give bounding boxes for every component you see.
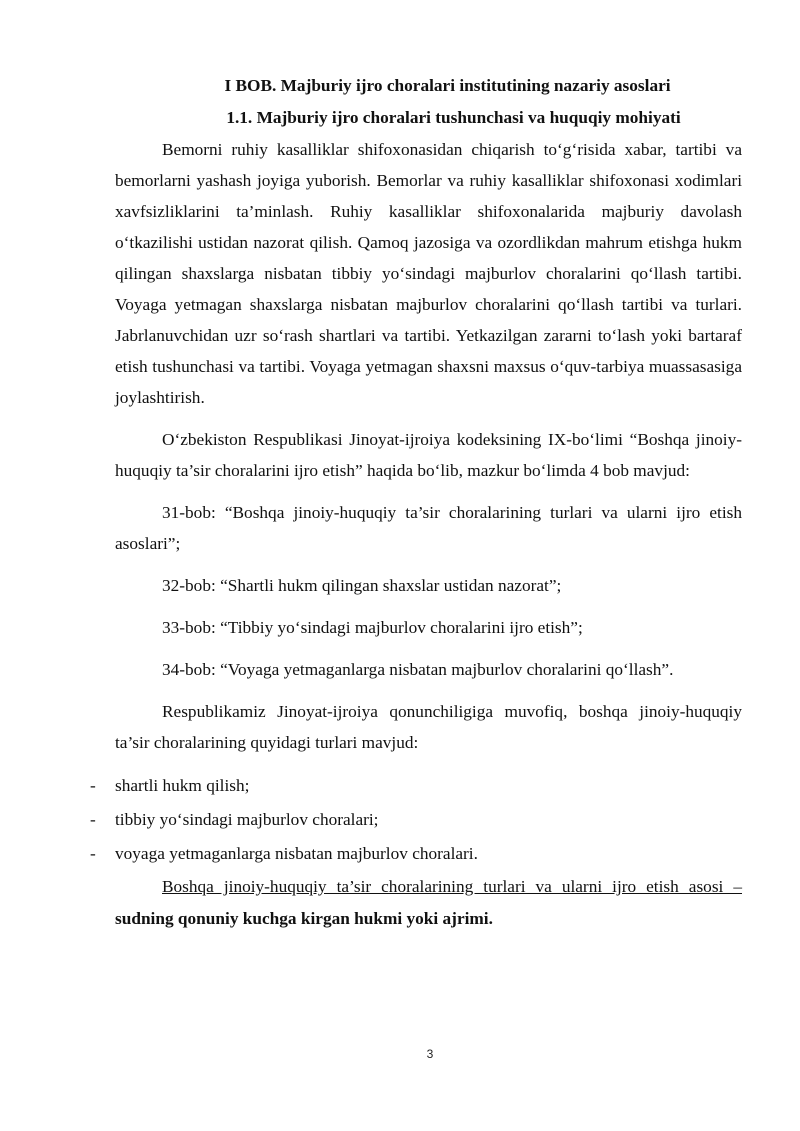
list-item-text: shartli hukm qilish; [115,776,250,795]
paragraph-measures-intro: Respublikamiz Jinoyat-ijroiya qonunchiligiga muvofiq, boshqa jinoiy-huquqiy ta’sir choralarining quyidagi turlari mavjud: [115,702,742,752]
list-dash: - [90,810,96,829]
list-dash: - [90,844,96,863]
document-page [90,70,742,935]
list-item [90,803,742,837]
measures-list [90,769,742,871]
chapter-title: I BOB. Majburiy ijro choralari institutining nazariy asoslari [224,76,671,95]
final-underlined-text: Boshqa jinoiy-huquqiy ta’sir choralarining turlari va ularni ijro etish asosi – [162,877,742,896]
list-item-text: voyaga yetmaganlarga nisbatan majburlov choralari. [115,844,478,863]
paragraph-chapter-34: 34-bob: “Voyaga yetmaganlarga nisbatan majburlov choralarini qo‘llash”. [162,660,674,679]
final-statement [115,871,742,935]
paragraph-chapter-33: 33-bob: “Tibbiy yo‘sindagi majburlov choralarini ijro etish”; [162,618,583,637]
list-dash: - [90,776,96,795]
paragraph-chapter-31: 31-bob: “Boshqa jinoiy-huquqiy ta’sir choralarining turlari va ularni ijro etish asoslari”; [115,503,742,553]
final-bold-text: sudning qonuniy kuchga kirgan hukmi yoki ajrimi. [115,909,493,928]
paragraph-code-section: O‘zbekiston Respublikasi Jinoyat-ijroiya kodeksining IX-bo‘limi “Boshqa jinoiy-huquqiy ta’sir choralarini ijro etish” haqida bo‘lib, mazkur bo‘limda 4 bob mavjud: [115,430,742,480]
page-number: 3 [426,1047,434,1061]
list-item-text: tibbiy yo‘sindagi majburlov choralari; [115,810,379,829]
paragraph-chapter-32: 32-bob: “Shartli hukm qilingan shaxslar ustidan nazorat”; [162,576,562,595]
section-title: 1.1. Majburiy ijro choralari tushunchasi va huquqiy mohiyati [226,108,681,127]
paragraph-intro: Bemorni ruhiy kasalliklar shifoxonasidan chiqarish to‘g‘risida xabar, tartibi va bemorlarni yashash joyiga yuborish. Bemorlar va ruhiy kasalliklar shifoxonasi xodimlari xavfsizliklarini ta’minlash. Ruhiy kasalliklar shifoxonalarida majburiy davolash o‘tkazilishi ustidan nazorat qilish. Qamoq jazosiga va ozordlikdan mahrum etishga hukm qilingan shaxslarga nisbatan tibbiy yo‘sindagi majburlov choralarini qo‘llash tartibi. Voyaga yetmagan shaxslarga nisbatan majburlov choralarini qo‘llash tartibi va turlari. Jabrlanuvchidan uzr so‘rash shartlari va tartibi. Yetkazilgan zararni to‘lash yoki bartaraf etish tushunchasi va tartibi. Voyaga yetmagan shaxsni maxsus o‘quv-tarbiya muassasasiga joylashtirish. [115,140,742,407]
list-item [90,837,742,871]
list-item [90,769,742,803]
